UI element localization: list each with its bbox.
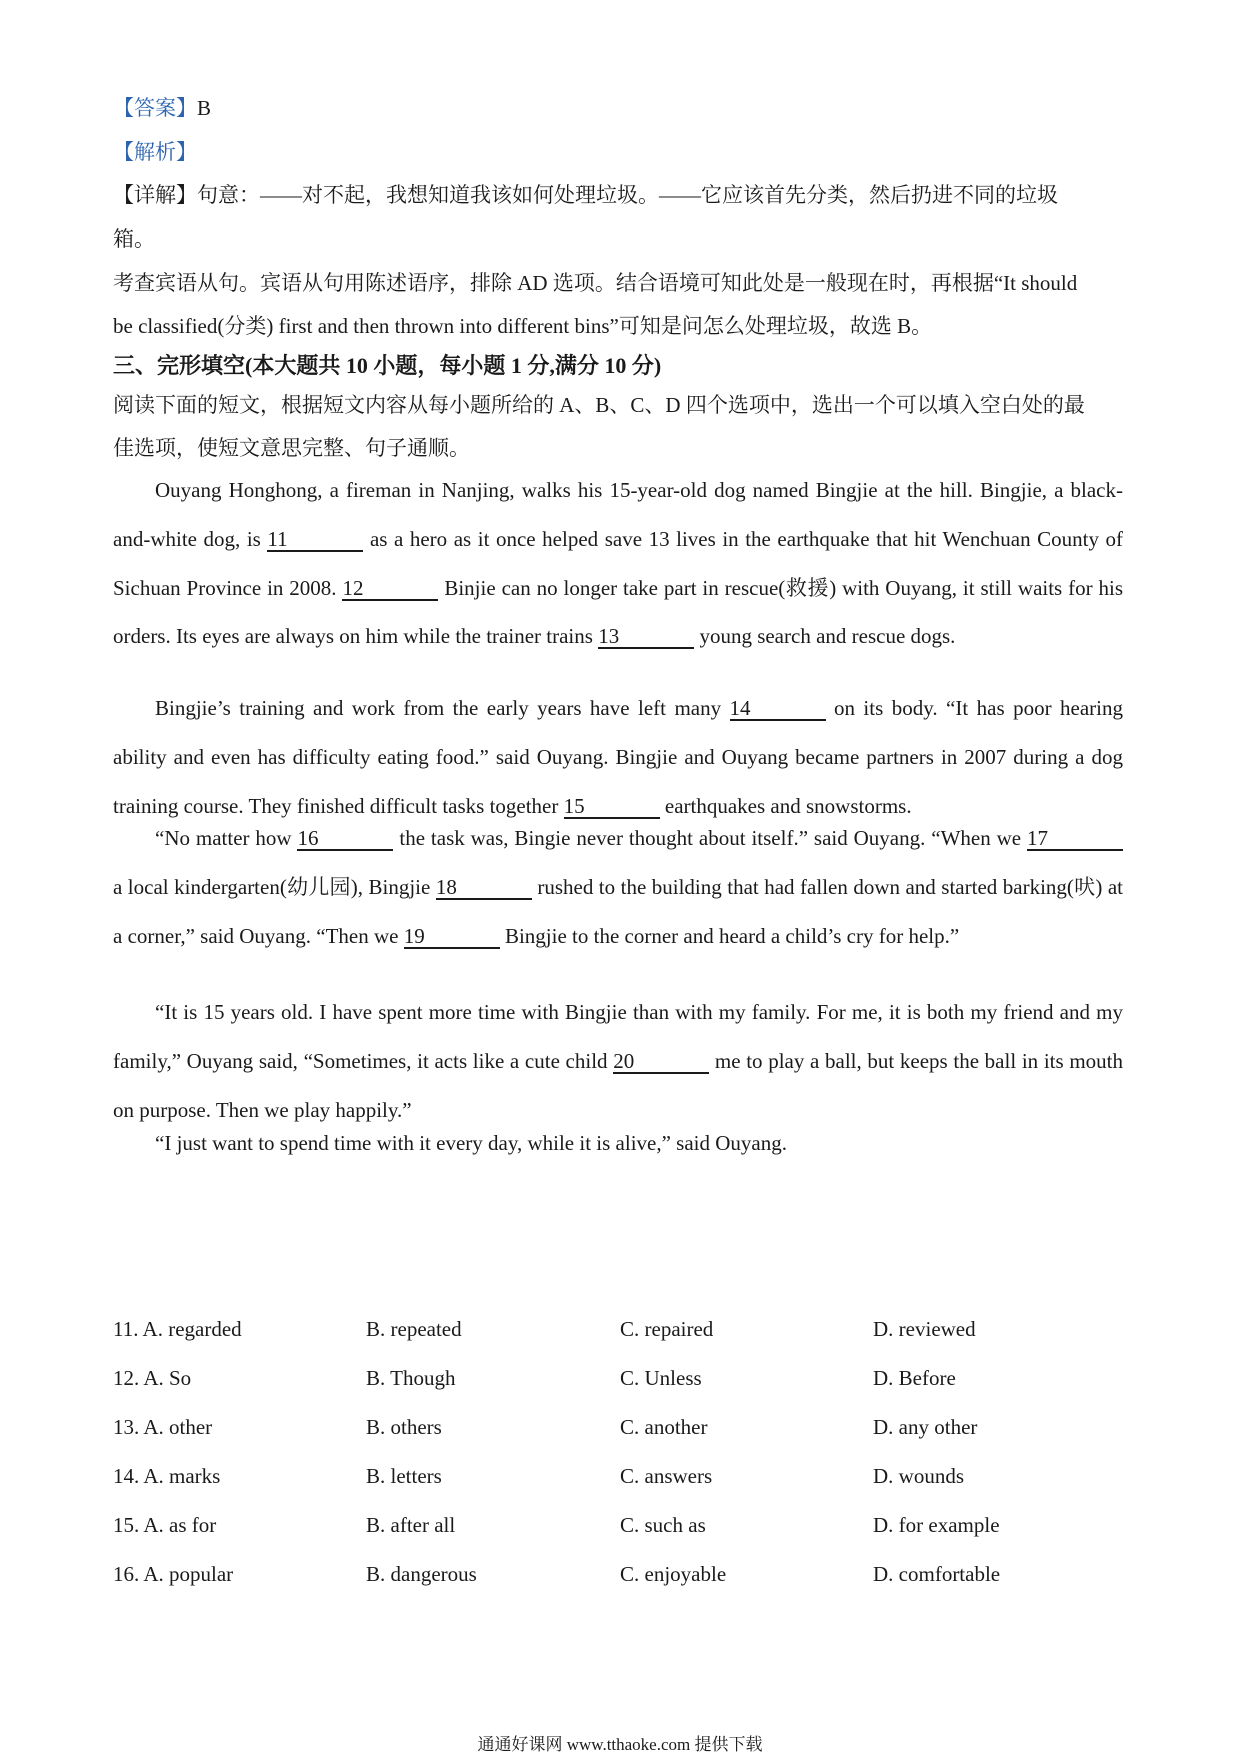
- blank-20: 20: [613, 1050, 709, 1074]
- question-row: [113, 1315, 1123, 1343]
- blank-15: 15: [564, 795, 660, 819]
- detail-line-1: 【详解】句意：——对不起，我想知道我该如何处理垃圾。——它应该首先分类，然后扔进不同的垃圾: [113, 183, 1058, 207]
- answer-value: B: [197, 96, 212, 120]
- passage-paragraph-3: “No matter how 16 the task was, Bingie never thought about itself.” said Ouyang. “When we 17 a local kindergarten(幼儿园), Bingjie 18 rushed to the building that had fallen down and started barking(吠) at a corner,” said Ouyang. “Then we 19 Bingjie to the corner and heard a child’s cry for help.”: [113, 826, 1124, 948]
- footer-text: 通通好课网 www.tthaoke.com 提供下载: [477, 1735, 763, 1754]
- option-a: 16. A. popular: [113, 1562, 234, 1586]
- answer-line: [113, 94, 211, 122]
- passage-paragraph-1: Ouyang Honghong, a fireman in Nanjing, walks his 15-year-old dog named Bingjie at the hill. Bingjie, a black-and-white dog, is 11 as a hero as it once helped save 13 lives in the earthquake that hit Wenchuan County of Sichuan Province in 2008. 12 Binjie can no longer take part in rescue(救援) with Ouyang, it still waits for his orders. Its eyes are always on him while the trainer trains 13 young search and rescue dogs.: [113, 478, 1124, 649]
- blank-12: 12: [342, 577, 438, 601]
- option-d: D. comfortable: [873, 1562, 1001, 1586]
- question-row: [113, 1413, 1123, 1441]
- section-title: 三、完形填空(本大题共 10 小题，每小题 1 分,满分 10 分): [113, 353, 662, 378]
- option-b: B. others: [366, 1415, 442, 1439]
- option-a: 12. A. So: [113, 1366, 192, 1390]
- question-row: [113, 1364, 1123, 1392]
- option-a: 13. A. other: [113, 1415, 213, 1439]
- option-c: C. Unless: [620, 1366, 702, 1390]
- passage-paragraph-5: “I just want to spend time with it every day, while it is alive,” said Ouyang.: [155, 1131, 787, 1155]
- option-c: C. such as: [620, 1513, 706, 1537]
- option-b: B. dangerous: [366, 1562, 477, 1586]
- option-b: B. repeated: [366, 1317, 462, 1341]
- option-d: D. any other: [873, 1415, 978, 1439]
- option-c: C. answers: [620, 1464, 713, 1488]
- option-c: C. another: [620, 1415, 708, 1439]
- detail-line-2: 箱。: [113, 227, 155, 251]
- passage-paragraph-4: “It is 15 years old. I have spent more time with Bingjie than with my family. For me, it is both my friend and my family,” Ouyang said, “Sometimes, it acts like a cute child 20 me to play a ball, but keeps the ball in its mouth on purpose. Then we play happily.”: [113, 1000, 1124, 1122]
- option-d: D. wounds: [873, 1464, 965, 1488]
- option-c: C. repaired: [620, 1317, 714, 1341]
- option-b: B. Though: [366, 1366, 456, 1390]
- question-row: [113, 1560, 1123, 1588]
- detail-line-3: 考查宾语从句。宾语从句用陈述语序，排除 AD 选项。结合语境可知此处是一般现在时，再根据“It should: [113, 271, 1078, 295]
- passage-paragraph-2: Bingjie’s training and work from the early years have left many 14 on its body. “It has poor hearing ability and even has difficulty eating food.” said Ouyang. Bingjie and Ouyang became partners in 2007 during a dog training course. They finished difficult tasks together 15 earthquakes and snowstorms.: [113, 696, 1123, 818]
- blank-11: 11: [267, 528, 363, 552]
- instruction-line-1: 阅读下面的短文，根据短文内容从每小题所给的 A、B、C、D 四个选项中，选出一个可以填入空白处的最: [113, 393, 1085, 417]
- option-a: 11. A. regarded: [113, 1317, 242, 1341]
- blank-18: 18: [436, 876, 532, 900]
- question-row: [113, 1511, 1123, 1539]
- option-a: 14. A. marks: [113, 1464, 221, 1488]
- option-b: B. after all: [366, 1513, 456, 1537]
- option-b: B. letters: [366, 1464, 442, 1488]
- option-d: D. Before: [873, 1366, 956, 1390]
- question-row: [113, 1462, 1123, 1490]
- detail-line-4: be classified(分类) first and then thrown into different bins”可知是问怎么处理垃圾，故选 B。: [113, 314, 933, 338]
- blank-13: 13: [598, 625, 694, 649]
- option-c: C. enjoyable: [620, 1562, 727, 1586]
- blank-19: 19: [404, 925, 500, 949]
- instruction-line-2: 佳选项，使短文意思完整、句子通顺。: [113, 436, 470, 460]
- blank-14: 14: [730, 697, 826, 721]
- analysis-label: 【解析】: [113, 140, 197, 164]
- option-d: D. for example: [873, 1513, 1000, 1537]
- answer-label: 【答案】: [113, 96, 197, 120]
- option-d: D. reviewed: [873, 1317, 976, 1341]
- blank-16: 16: [297, 827, 393, 851]
- option-a: 15. A. as for: [113, 1513, 217, 1537]
- blank-17: 17: [1027, 827, 1123, 851]
